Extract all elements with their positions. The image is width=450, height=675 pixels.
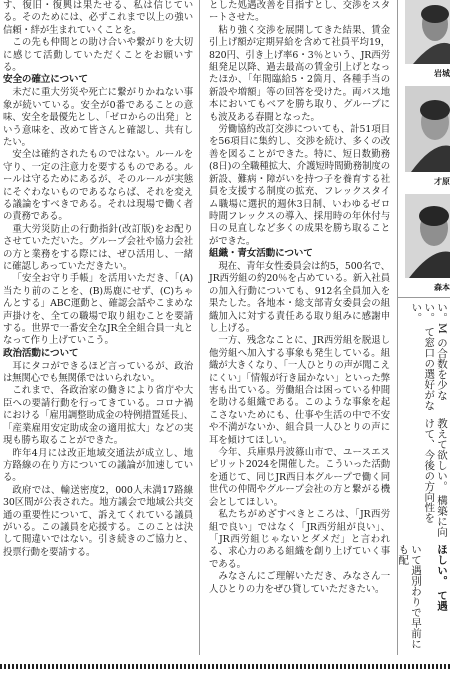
vertical-text: ほしい。 て遇	[436, 544, 448, 611]
paragraph: す、復旧・復興は果たせる、私は信じている。そのためには、必ずこれまで以上の強い信頼・絆が生まれていくことを。	[3, 0, 193, 36]
portrait-photo	[405, 86, 450, 172]
paragraph: とした処遇改善を目指すとし、交渉をスタートさせた。	[209, 0, 390, 24]
portrait-photo	[405, 194, 450, 278]
paragraph: 昨年4月には改正地域交通法が成立し、地方路線の在り方についての議論が加速している。	[3, 447, 193, 484]
paragraph: 一方、残念なことに、JR西労組を脱退し他労組へ加入する事象も発生している。組織が大きくなり、「一人ひとりの声が聞こえにくい」「情報が行き届かない」といった弊害も出ている。労働組合は困っている仲間を助ける組織である。このような事象を起こさないためにも、仕事や生活の中で不安や不満がないか、組合員一人ひとりの声に耳を傾けてほしい。	[209, 335, 390, 446]
paragraph: これまで、各政治家の働きにより省庁や大臣への要請行動を行ってきている。コロナ禍における「雇用調整助成金の特例措置延長」、「産業雇用安定助成金の適用拡大」などの実現も勝ち取ることができた。	[3, 385, 193, 447]
photo-caption: 才原	[434, 177, 450, 186]
section-heading: 政治活動について	[3, 347, 79, 359]
photo-caption: 岩城	[434, 69, 450, 78]
section-heading: 組織・青女活動について	[209, 248, 313, 260]
paragraph: 耳にタコができるほど言っているが、政治は無関心でも無関係ではいられない。	[3, 360, 193, 385]
section-heading: 安全の確立について	[3, 74, 88, 86]
paragraph: 安全は確約されたものではない。ルールを守り、一定の注意力を要するものである。ルールは守るためにあるが、そのルールが実態にそぐわないものであるならば、それを変える議論をすべきである。それは現場で働く者の責務である。	[3, 149, 193, 223]
paragraph: 私たちがめざすべきところは、「JR西労組で良い」ではなく「JR西労組が良い」、「JR西労組じゃないとダメだ」と言われる、求心力のある組織を創り上げていく事である。	[209, 509, 390, 570]
vertical-text: 教えて欲しい。 構築に向けて、今後の方向性を	[423, 418, 448, 537]
vertical-text: い。M の合数を少ない。 て窓口の選好がない。	[410, 302, 448, 411]
portrait-photo	[405, 0, 450, 64]
photo-caption: 森本	[434, 283, 450, 292]
paragraph: 未だに重大労災や死亡に繋がりかねない事象が続いている。安全が0番であることの意味、安全を最優先とし、「ゼロからの出発」という意味を、改めて皆さんと確認し、共有したい。	[3, 87, 193, 148]
vertical-text: いて遇別わりで早前にも配	[397, 544, 422, 649]
paragraph: 今年、兵庫県丹波篠山市で、ユースエスピリット2024を開催した。こういった活動を通じて、同じJR西日本グループで働く同世代の仲間やグループ会社の方と繋がる機会としてほしい。	[209, 447, 390, 508]
paragraph: 政府では、輸送密度2，000人未満17路線30区間が公表された。地方議会で地域公共交通の重要性について、訴えてくれている議員がいる。この議員を応援する。このことは決して間違いではない。引き続きのご協力と、投票行動を要請する。	[3, 484, 193, 558]
paragraph: 労働協約改訂交渉についても、計51項目を56項目に集約し、交渉を続け、多くの改善を図ることができた。特に、短日数勤務(8日)の全職種拡大、介護短時間勤務制度の新設、難病・障がいを持つ子を養育する社員を支援する制度の拡充、フレックスタイム職場に選択的週休3日制、いわゆるゼロ時間フレックスの導入、採用時の年休付与日の見直しなど多くの成果を勝ち取ることができた。	[209, 124, 390, 247]
paragraph: 重大労災防止の行動指針(改訂版)をお配りさせていただいた。グループ会社や協力会社の方と業務をする際には、ぜひ活用し、一緒に確認しあっていただきたい。	[3, 223, 193, 272]
paragraph: みなさんにご理解いただき、みなさん一人ひとりの力をぜひ貸していただきたい。	[209, 571, 390, 595]
article-column-2	[209, 0, 390, 655]
article-column-1	[3, 0, 193, 655]
paragraph: 現在、青年女性委員会は約5，500名で、JR西労組の約20％を占めている。新入社員の加入行動についても、912名全員加入を果たした。各地本・総支部青女委員会の組織加入に対する責任ある取り組みに感謝申し上げる。	[209, 260, 390, 334]
paragraph: 「安全お守り手帳」を活用いただき、「(A)当たり前のことを、(B)馬鹿にせず、(C)ちゃんとする」ABC運動と、確認会話やこまめな声掛けを、全ての職場で取り組むことを要請する。世界で一番安全なJR全全組合員一丸となって作り上げていこう。	[3, 273, 193, 347]
page-bottom-border	[0, 664, 450, 669]
section-rule	[397, 297, 450, 298]
paragraph: 粘り強く交渉を展開してきた結果、賃金引上げ額が定期昇給を含めて社員平均19，820円、引き上げ率6・3％という、JR西労組発足以降、過去最高の賃金引上げとなったほか、「年間臨給5・2箇月、各種手当の新設や増額」等の回答を受けた。両パス地本においてもベアを勝ち取り、グループにも波及ある春闘となった。	[209, 24, 390, 123]
paragraph: この先も仲間との助け合いや繋がりを大切に感じて活動していただくことをお願いする。	[3, 37, 193, 74]
column-divider	[199, 0, 200, 655]
